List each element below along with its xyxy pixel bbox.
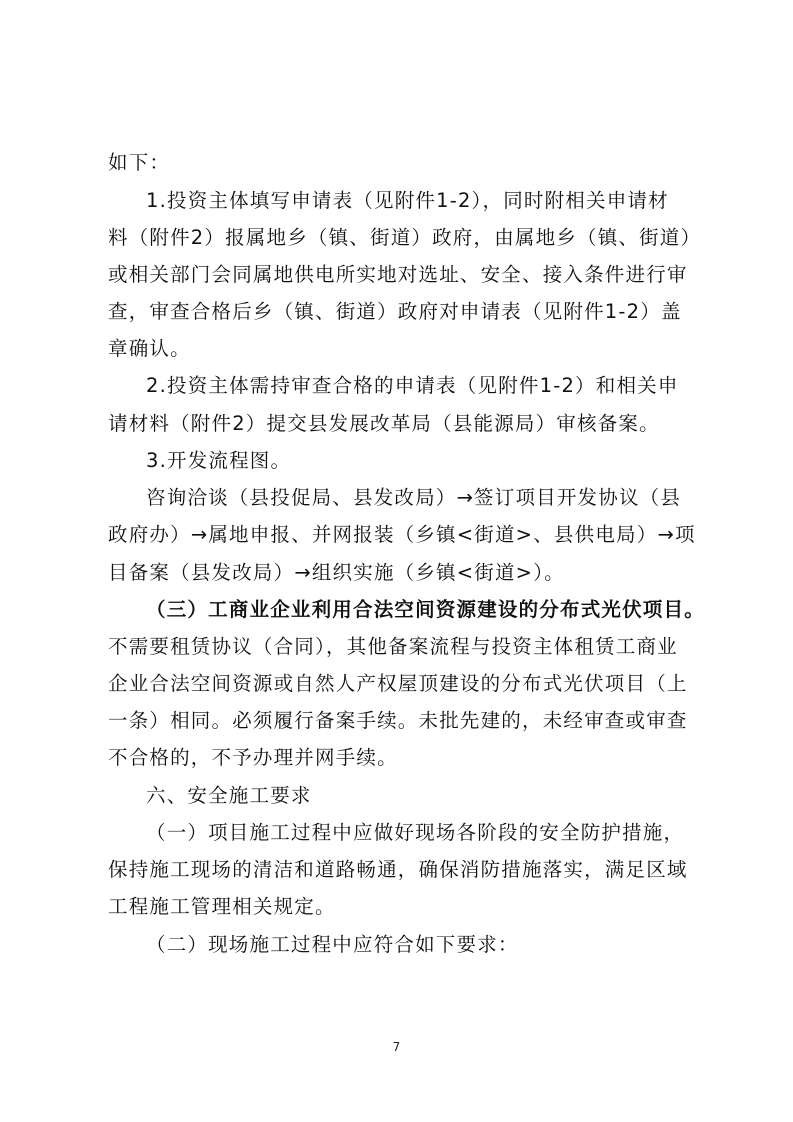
text-line: 或相关部门会同属地供电所实地对选址、安全、接入条件进行审 (108, 263, 688, 286)
text-line: 章确认。 (108, 337, 191, 360)
text-line: 不合格的，不予办理并网手续。 (108, 746, 398, 769)
text-line: 请材料（附件2）提交县发展改革局（县能源局）审核备案。 (108, 412, 660, 435)
text-line: 政府办）→属地申报、并网报装（乡镇<街道>、县供电局）→项 (108, 523, 696, 546)
text-line: 一条）相同。必须履行备案手续。未批先建的，未经审查或审查 (108, 709, 688, 732)
text-line: 料（附件2）报属地乡（镇、街道）政府，由属地乡（镇、街道） (108, 226, 702, 249)
text-line: 3.开发流程图。 (146, 449, 292, 472)
text-line: 保持施工现场的清洁和道路畅通，确保消防措施落实，满足区域 (108, 858, 688, 881)
text-line: 企业合法空间资源或自然人产权屋顶建设的分布式光伏项目（上 (108, 672, 688, 695)
text-line: 1.投资主体填写申请表（见附件1-2），同时附相关申请材 (146, 189, 669, 212)
text-line: 不需要租赁协议（合同），其他备案流程与投资主体租赁工商业 (108, 635, 678, 658)
page-number: 7 (392, 1040, 401, 1054)
section-heading: （三）工商业企业利用合法空间资源建设的分布式光伏项目。 (146, 598, 705, 621)
text-line: 咨询洽谈（县投促局、县发改局）→签订项目开发协议（县 (146, 486, 682, 509)
text-line: 如下： (108, 151, 171, 174)
section-heading: 六、安全施工要求 (146, 784, 312, 807)
text-line: （一）项目施工过程中应做好现场各阶段的安全防护措施， (146, 821, 685, 844)
text-line: 工程施工管理相关规定。 (108, 895, 336, 918)
text-line: 查，审查合格后乡（镇、街道）政府对申请表（见附件1-2）盖 (108, 300, 682, 323)
text-line: 目备案（县发改局）→组织实施（乡镇<街道>）。 (108, 561, 565, 584)
text-line: 2.投资主体需持审查合格的申请表（见附件1-2）和相关申 (146, 374, 679, 397)
text-line: （二）现场施工过程中应符合如下要求： (146, 933, 519, 956)
